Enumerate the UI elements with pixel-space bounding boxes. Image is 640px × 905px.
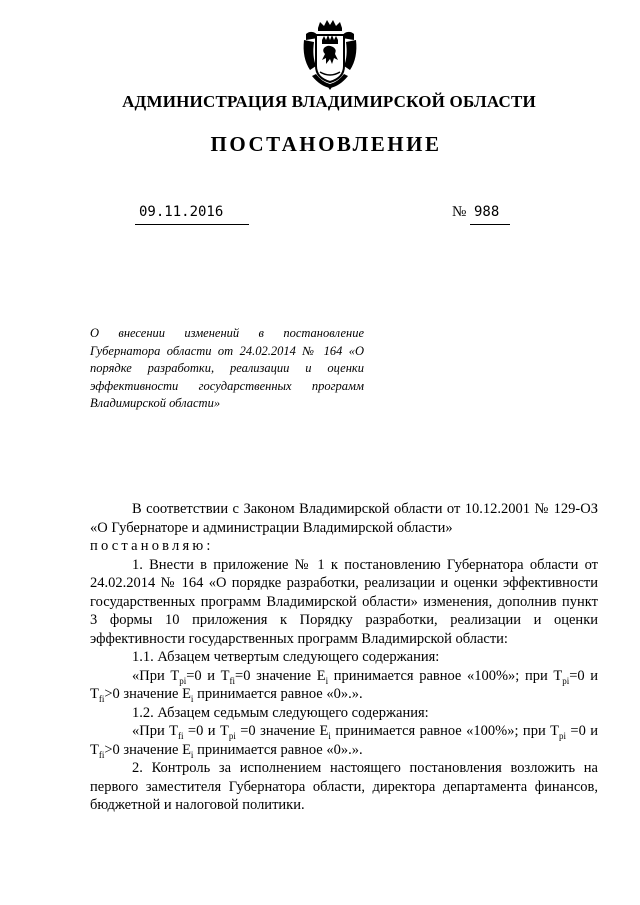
item-1-2-heading: 1.2. Абзацем седьмым следующего содержания: bbox=[132, 704, 429, 721]
document-date: 09.11.2016 bbox=[139, 204, 224, 220]
item-1-paragraph: 1. Внести в приложение № 1 к постановлению Губернатора области от 24.02.2014 № 164 «О порядке разработки, реализации и оценки эффективности государственных программ Владимирской области» изменения, дополнив пункт 3 формы 10 приложения к Порядку разработки, реализации и оценки эффективности государственных программ Владимирской области: bbox=[90, 556, 598, 647]
number-label: № bbox=[452, 204, 467, 220]
document-body bbox=[90, 500, 598, 815]
date-number-row bbox=[0, 204, 640, 228]
item-2-paragraph: 2. Контроль за исполнением настоящего постановления возложить на первого заместителя Губернатора области, директора департамента финансов, бюджетной и налоговой политики. bbox=[90, 760, 598, 813]
date-underline bbox=[135, 224, 249, 225]
number-underline bbox=[470, 224, 510, 225]
document-type-title: ПОСТАНОВЛЕНИЕ bbox=[210, 132, 442, 156]
coat-of-arms-emblem bbox=[300, 18, 360, 90]
resolve-word: постановляю: bbox=[90, 538, 214, 554]
item-1-2-formula: «При $T_{fi} =0$ и $T_{pi} =0$ значение $E_i$ принимается равное «100%»; при $T_{pi} =0$ и $T_{fi}>0$ значение $E_i$ принимается равное «0».». bbox=[90, 723, 599, 760]
document-subject: О внесении изменений в постановление Губернатора области от 24.02.2014 № 164 «О порядке разработки, реализации и оценки эффективности государственных программ Владимирской области» bbox=[90, 326, 364, 410]
item-1-1-formula: «При $T_{pi}=0$ и $T_{fi}=0$ значение $E_i$ принимается равное «100%»; при $T_{pi}=0$ и $T_{fi}>0$ значение $E_i$ принимается равное «0».». bbox=[90, 667, 599, 704]
preamble-text: В соответствии с Законом Владимирской области от 10.12.2001 № 129-ОЗ «О Губернаторе и администрации Владимирской области» bbox=[90, 501, 598, 536]
preamble-paragraph bbox=[90, 500, 598, 556]
item-1-1-heading: 1.1. Абзацем четвертым следующего содержания: bbox=[132, 649, 440, 665]
organization-title: АДМИНИСТРАЦИЯ ВЛАДИМИРСКОЙ ОБЛАСТИ bbox=[122, 92, 536, 111]
document-number: 988 bbox=[474, 204, 500, 220]
